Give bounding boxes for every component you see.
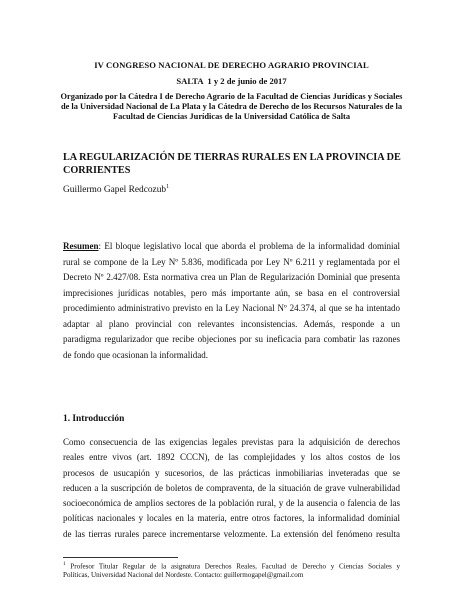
abstract-line: imprecisiones jurídicas notables, pero más importante aún, se basa en el controversial [63, 287, 400, 298]
body-line: políticas nacionales y locales en la materia, entre otros factores, la informalidad dominial [63, 513, 400, 524]
abstract-line: de fondo que ocasionan la informalidad. [63, 349, 208, 360]
footnote-marker: 1 [63, 561, 66, 567]
body-line: Como consecuencia de las exigencias legales previstas para la adquisición de derechos [63, 437, 400, 447]
body-line: de las tierras rurales parece incrementarse velozmente. La extensión del fenómeno resulta [63, 528, 400, 539]
body-line: procesos de usucapión y sucesorios, de las prácticas inmobiliarias inveteradas que se [63, 467, 400, 478]
organizers-line: Organizado por la Cátedra I de Derecho Agrario de la Facultad de Ciencias Jurídicas y Sociales [60, 92, 403, 101]
footnote [63, 560, 400, 580]
footnote-line-text: Profesor Titular Regular de la asignatura Derechos Reales, Facultad de Derecho y Ciencias Sociales y [65, 562, 400, 571]
conference-date: SALTA 1 y 2 de junio de 2017 [176, 76, 287, 86]
abstract [63, 239, 400, 363]
footnote-line [63, 560, 400, 571]
article-title-line: LA REGULARIZACIÓN DE TIERRAS RURALES EN LA PROVINCIA DE [63, 152, 401, 163]
abstract-line: rural se compone de la Ley Nº 5.836, modificada por Ley Nº 6.211 y reglamentada por el [63, 256, 400, 267]
author-name-text: Guillermo Gapel Redcozub [63, 185, 167, 196]
section-body [63, 435, 400, 542]
conference-organizers [40, 92, 423, 123]
body-line: reducen a la suscripción de boletos de compraventa, de la situación de grave vulnerabilidad [63, 482, 400, 493]
abstract-line [63, 239, 400, 255]
article-title-line: CORRIENTES [63, 165, 131, 176]
abstract-line: Decreto Nº 2.427/08. Esta normativa crea un Plan de Regularización Dominial que presenta [63, 272, 400, 282]
footnote-line: Políticas, Universidad Nacional del Nordeste. Contacto: guillermogapel@gmail.com [63, 570, 304, 579]
organizers-line: de la Universidad Nacional de La Plata y la Cátedra de Derecho de los Recursos Naturales de la [60, 102, 403, 112]
abstract-line: paradigma regularizador que recibe objeciones por su ineficacia para combatir las razones [63, 334, 400, 344]
section-heading: 1. Introducción [63, 414, 125, 424]
abstract-line: procedimiento administrativo previsto en la Ley Nacional Nº 24.374, al que se ha intentado [63, 303, 400, 313]
body-line: socioeconómica de amplios sectores de la población rural, y de la ausencia o falencia de las [63, 498, 400, 509]
organizers-line: Facultad de Ciencias Jurídicas de la Universidad Católica de Salta [112, 112, 351, 122]
abstract-label: Resumen [63, 241, 99, 251]
conference-title: IV CONGRESO NACIONAL DE DERECHO AGRARIO PROVINCIAL [94, 60, 369, 70]
body-line: reales entre vivos (art. 1892 CCCN), de las complejidades y los altos costos de los [63, 452, 400, 463]
abstract-line-text: : El bloque legislativo local que aborda el problema de la informalidad dominial [98, 241, 400, 251]
footnote-divider [63, 557, 178, 558]
article-title [63, 151, 403, 177]
abstract-line: adaptar al plano provincial con relevantes inconsistencias. Además, responde a un [63, 318, 400, 329]
author-footnote-marker: 1 [166, 184, 170, 190]
author-name [63, 184, 169, 195]
